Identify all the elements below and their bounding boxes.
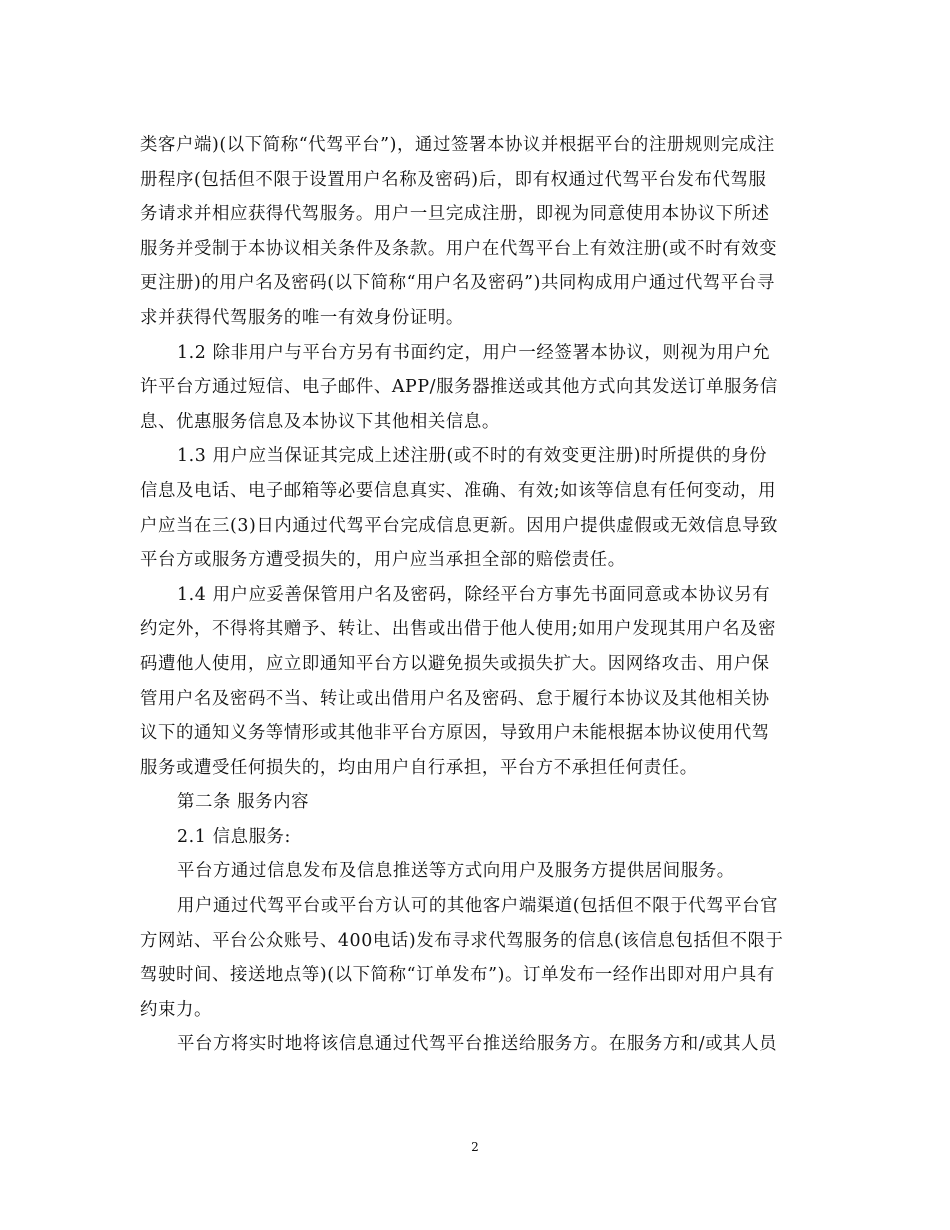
text-line: 平台方通过信息发布及信息推送等方式向用户及服务方提供居间服务。 [177, 861, 735, 882]
text-line: 息、优惠服务信息及本协议下其他相关信息。 [140, 411, 500, 432]
text-line: 议下的通知义务等情形或其他非平台方原因，导致用户未能根据本协议使用代驾 [140, 723, 770, 744]
text-line: 平台方或服务方遭受损失的，用户应当承担全部的赔偿责任。 [140, 550, 626, 571]
text-line: 册程序(包括但不限于设置用户名称及密码)后，即有权通过代驾平台发布代驾服 [140, 169, 767, 190]
text-line: 驾驶时间、接送地点等)(以下简称“订单发布”)。订单发布一经作出即对用户具有 [140, 965, 775, 986]
paragraph [140, 785, 810, 820]
paragraph [140, 578, 810, 786]
paragraph [140, 1027, 810, 1062]
text-line: 务请求并相应获得代驾服务。用户一旦完成注册，即视为同意使用本协议下所述 [140, 204, 770, 225]
text-line: 服务并受制于本协议相关条件及条款。用户在代驾平台上有效注册(或不时有效变 [140, 238, 778, 259]
text-line: 码遭他人使用，应立即通知平台方以避免损失或损失扩大。因网络攻击、用户保 [140, 653, 770, 674]
text-line: 服务或遭受任何损失的，均由用户自行承担，平台方不承担任何责任。 [140, 757, 698, 778]
text-line: 约定外，不得将其赠予、转让、出售或出借于他人使用;如用户发现其用户名及密 [140, 619, 777, 640]
paragraph [140, 439, 810, 577]
text-line: 2.1 信息服务: [177, 826, 292, 847]
text-line: 许平台方通过短信、电子邮件、APP/服务器推送或其他方式向其发送订单服务信 [140, 377, 778, 398]
text-line: 求并获得代驾服务的唯一有效身份证明。 [140, 307, 464, 328]
paragraph [140, 854, 810, 889]
text-line: 信息及电话、电子邮箱等必要信息真实、准确、有效;如该等信息有任何变动，用 [140, 480, 777, 501]
text-line: 1.3 用户应当保证其完成上述注册(或不时的有效变更注册)时所提供的身份 [177, 446, 768, 467]
document-body [140, 128, 810, 1062]
text-line: 约束力。 [140, 999, 212, 1020]
text-line: 第二条 服务内容 [177, 792, 310, 813]
text-line: 1.2 除非用户与平台方另有书面约定，用户一经签署本协议，则视为用户允 [177, 342, 771, 363]
paragraph [140, 336, 810, 440]
text-line: 户应当在三(3)日内通过代驾平台完成信息更新。因用户提供虚假或无效信息导致 [140, 515, 779, 536]
paragraph [140, 128, 810, 336]
text-line: 管用户名及密码不当、转让或出借用户名及密码、怠于履行本协议及其他相关协 [140, 688, 770, 709]
text-line: 类客户端)(以下简称“代驾平台”)，通过签署本协议并根据平台的注册规则完成注 [140, 135, 775, 155]
text-line: 1.4 用户应妥善保管用户名及密码，除经平台方事先书面同意或本协议另有 [177, 584, 771, 605]
text-line: 平台方将实时地将该信息通过代驾平台推送给服务方。在服务方和/或其人员 [177, 1034, 778, 1055]
paragraph [140, 820, 810, 855]
text-line: 更注册)的用户名及密码(以下简称“用户名及密码”)共同构成用户通过代驾平台寻 [140, 273, 775, 294]
text-line: 方网站、平台公众账号、400电话)发布寻求代驾服务的信息(该信息包括但不限于 [140, 930, 784, 951]
page-number: 2 [471, 1140, 479, 1154]
paragraph [140, 889, 810, 1027]
text-line: 用户通过代驾平台或平台方认可的其他客户端渠道(包括但不限于代驾平台官 [177, 896, 779, 917]
